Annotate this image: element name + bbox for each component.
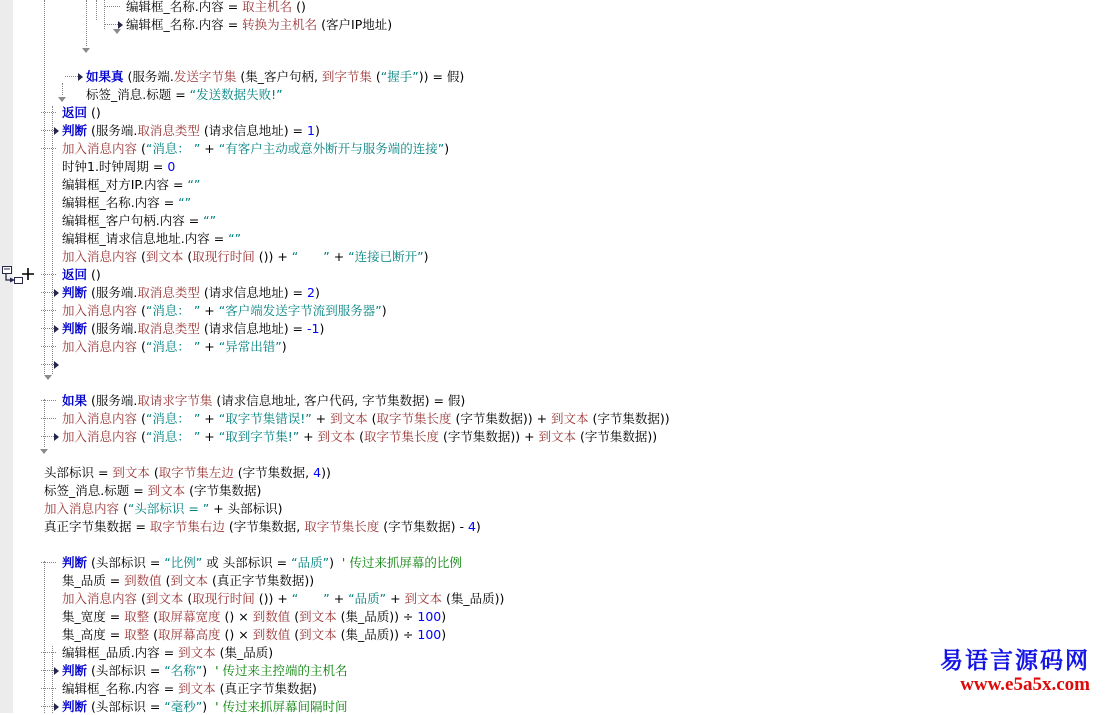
code-token: “” [228,231,242,246]
code-token: 取字节集长度 [376,411,452,426]
branch-connector [41,346,56,347]
code-line[interactable] [0,87,1114,103]
code-line[interactable] [0,555,1114,571]
code-token: “消息： ” [145,141,201,156]
code-token: + [329,249,349,264]
code-text [126,17,392,33]
code-token: “取字节集错误!” [218,411,312,426]
code-token: 返回 [62,267,88,282]
code-token: () × [220,627,253,642]
code-token: 到文本 [145,249,184,264]
code-token: 到文本 [299,627,337,642]
code-token: 如果真 [86,69,124,84]
code-token: (集_品质)) [442,591,505,606]
code-line[interactable] [0,303,1114,319]
code-line[interactable] [0,393,1114,409]
code-token: 到文本 [145,591,184,606]
code-token: 编辑框_客户句柄.内容 = [62,213,204,228]
code-token: 加入消息内容 [62,591,138,606]
branch-connector [41,688,56,689]
code-token: 取整 [124,609,150,624]
code-token: 到文本 [178,681,216,696]
code-token: 取消息类型 [137,321,200,336]
code-token: ( [183,591,193,606]
code-token: (字节集数据)) [588,411,670,426]
code-token: 编辑框_名称.内容 = [126,0,243,14]
code-text [62,285,320,301]
code-token: 到文本 [551,411,589,426]
code-line[interactable] [0,123,1114,139]
code-token: 返回 [62,105,88,120]
code-token: + [200,429,219,444]
code-token: (集_品质)) ÷ [336,609,418,624]
code-text [62,339,287,355]
code-text [62,177,200,193]
code-line[interactable] [0,429,1114,445]
code-token: 到文本 [147,483,186,498]
code-line[interactable] [0,465,1114,481]
code-text [44,501,283,517]
code-token: “客户端发送字节流到服务器” [218,303,382,318]
code-token: 取现行时间 [192,591,255,606]
code-token: “头部标识 = ” [127,501,210,516]
code-text [62,195,191,211]
code-token: (真正字节集数据)) [208,573,315,588]
code-token: 判断 [62,555,88,570]
code-text [62,573,314,589]
code-token: (服务端. [123,69,174,84]
code-token: 加入消息内容 [44,501,120,516]
code-line[interactable] [0,0,1114,15]
code-text [62,159,175,175]
code-token: 取屏幕高度 [158,627,221,642]
code-token: () [292,0,306,14]
code-token: (请求信息地址) = [199,321,308,336]
code-token: -1 [307,321,320,336]
code-token: (集_品质) [215,645,274,660]
code-text [62,393,465,409]
code-line[interactable] [0,177,1114,193]
code-token: 到文本 [317,429,356,444]
code-token: (集_品质)) ÷ [336,627,418,642]
code-token: “ ” [291,249,330,264]
branch-triangle-icon [54,127,59,135]
code-token: 取现行时间 [192,249,255,264]
code-token: “比例” [164,555,203,570]
code-line[interactable] [0,357,1114,373]
code-line[interactable] [0,249,1114,265]
code-token: “” [178,195,192,210]
code-token: 取字节集右边 [149,519,225,534]
branch-connector [41,562,56,563]
code-token: ( [137,141,146,156]
code-token: ) [441,627,447,642]
code-token: 集_高度 = [62,627,125,642]
watermark-site-url: www.e5a5x.com [960,674,1090,695]
code-token: “发送数据失败!” [189,87,283,102]
code-token: 取消息类型 [137,123,200,138]
branch-connector [41,112,56,113]
code-token: “连接已断开” [348,249,424,264]
code-token: 到文本 [112,465,150,480]
code-text [62,681,317,697]
code-token: ( [119,501,128,516]
code-text [62,303,387,319]
code-token: ) [475,519,481,534]
code-text [62,555,462,571]
code-token: “消息： ” [145,429,201,444]
code-token: 编辑框_名称.内容 = [126,17,243,32]
code-line[interactable] [0,627,1114,643]
code-line[interactable] [0,519,1114,535]
code-token: 头部标识 = [44,465,113,480]
code-line[interactable] [0,141,1114,157]
code-token: 真正字节集数据 = [44,519,150,534]
code-text [62,411,670,427]
code-text [62,645,273,661]
branch-triangle-icon [54,433,59,441]
branch-triangle-icon [54,667,59,675]
code-token: (服务端. [87,285,138,300]
code-token: “毫秒” [164,699,203,714]
code-text [44,483,261,499]
code-token: “ ” [291,591,330,606]
code-token: + [200,141,219,156]
code-token: ) [202,663,216,678]
code-token: ()) + [254,591,292,606]
code-token: 取消息类型 [137,285,200,300]
code-token: 取字节集左边 [158,465,234,480]
code-token: + [200,339,219,354]
code-token: + [386,591,405,606]
branch-connector [41,274,56,275]
code-text [62,267,101,283]
code-token: “品质” [348,591,387,606]
code-token: (集_客户句柄, [236,69,322,84]
code-line[interactable] [0,339,1114,355]
code-token: ( [367,411,377,426]
branch-connector [41,652,56,653]
code-token: 100 [417,609,442,624]
code-token: (请求信息地址) = [199,123,308,138]
watermark-site-name: 易语言源码网 [940,648,1090,674]
code-text [126,0,306,15]
branch-triangle-icon [54,703,59,711]
code-token: ( [137,591,146,606]
code-token: “” [187,177,201,192]
branch-connector [41,400,56,401]
code-token: 加入消息内容 [62,303,138,318]
code-text [86,69,464,85]
code-token: 集_宽度 = [62,609,125,624]
code-token: 加入消息内容 [62,249,138,264]
code-token: 到文本 [170,573,209,588]
code-token: ) [314,285,320,300]
code-token: 取屏幕宽度 [158,609,221,624]
code-line[interactable] [0,591,1114,607]
code-token: “消息： ” [145,303,201,318]
code-token: (字节集数据) - [379,519,468,534]
branch-triangle-icon [118,21,123,29]
code-token: 判断 [62,123,88,138]
flow-end-arrow-icon [44,375,52,380]
code-token: 到数值 [124,573,162,588]
code-token: ) [329,555,342,570]
code-token: 取请求字节集 [137,393,213,408]
code-line[interactable] [0,159,1114,175]
code-token: ( [161,573,171,588]
code-token: )) [321,465,331,480]
code-line[interactable] [0,195,1114,211]
code-token: + [200,411,219,426]
code-token: 判断 [62,321,88,336]
code-token: () [87,267,101,282]
code-token: 到文本 [178,645,216,660]
code-token: () [87,105,101,120]
code-token: ( [290,609,300,624]
code-token: )) = 假) [418,69,465,84]
code-token: 加入消息内容 [62,141,138,156]
branch-triangle-icon [54,361,59,369]
code-line[interactable] [0,411,1114,427]
code-token: (字节集数据) [185,483,262,498]
code-token: 取整 [124,627,150,642]
code-token: (头部标识 = [87,555,165,570]
code-token: ) [281,339,287,354]
code-token: + [311,411,331,426]
branch-connector [41,148,56,149]
code-text [62,429,657,445]
code-text [44,465,331,481]
code-token: 或 头部标识 = [202,555,292,570]
code-token: 转换为主机名 [242,17,318,32]
code-token: 到数值 [252,627,291,642]
code-token: ( [137,249,146,264]
code-token: (头部标识 = [87,699,165,714]
code-text [62,249,429,265]
code-token: (请求信息地址) = [199,285,308,300]
branch-connector [41,418,56,419]
code-token: 判断 [62,699,88,714]
code-text [62,105,101,121]
code-token: (服务端. [87,123,138,138]
code-token: + 头部标识) [209,501,283,516]
code-line[interactable] [0,69,1114,85]
code-token: + [329,591,349,606]
code-text [62,231,241,247]
code-token: ) [444,141,450,156]
code-token: 加入消息内容 [62,339,138,354]
code-token: “消息： ” [145,339,201,354]
code-token: 加入消息内容 [62,411,138,426]
code-token: (服务端. [87,393,138,408]
code-line[interactable] [0,213,1114,229]
code-token: “异常出错” [218,339,282,354]
code-token: “消息： ” [145,411,201,426]
code-token: 1 [307,123,315,138]
code-token: ( [137,429,146,444]
code-token: (头部标识 = [87,663,165,678]
code-text [62,213,216,229]
code-token: (字节集数据, [224,519,305,534]
code-token: “” [203,213,217,228]
code-token: “取到字节集!” [218,429,300,444]
code-token: 判断 [62,285,88,300]
code-token: 到文本 [299,609,337,624]
code-text [62,627,446,643]
code-token: “品质” [291,555,330,570]
code-token: 4 [467,519,476,534]
code-token: (字节集数据)) [576,429,658,444]
code-token: ( [137,303,146,318]
code-token: 时钟1.时钟周期 = [62,159,168,174]
code-line[interactable] [0,267,1114,283]
code-token: ( [137,339,146,354]
code-text [62,591,504,607]
branch-triangle-icon [54,325,59,333]
code-token: 取字节集长度 [304,519,380,534]
code-token: (真正字节集数据) [215,681,317,696]
code-text [62,123,320,139]
code-token: ) [202,699,216,714]
code-token: 编辑框_请求信息地址.内容 = [62,231,229,246]
code-token: 到文本 [538,429,577,444]
branch-connector [105,6,120,7]
code-token: “名称” [164,663,203,678]
code-line[interactable] [0,231,1114,247]
code-token: 如果 [62,393,88,408]
code-token: ( [355,429,364,444]
code-token: (客户IP地址) [317,17,393,32]
code-token: (字节集数据)) + [439,429,539,444]
flow-end-arrow-icon [40,449,48,454]
code-line[interactable] [0,105,1114,121]
code-token: () × [220,609,253,624]
code-token: ( [149,609,159,624]
branch-triangle-icon [78,73,83,81]
code-token: ) [319,321,325,336]
code-token: 到文本 [404,591,443,606]
code-token: ()) + [254,249,292,264]
code-token: 发送字节集 [173,69,237,84]
code-token: ' 传过来抓屏幕间隔时间 [215,699,348,714]
code-text [44,519,481,535]
code-token: (请求信息地址, 客户代码, 字节集数据) = 假) [212,393,466,408]
code-token: (字节集数据, [233,465,314,480]
code-token: 编辑框_名称.内容 = [62,195,179,210]
code-text [86,87,283,103]
code-token: ) [314,123,320,138]
code-token: 取主机名 [242,0,293,14]
code-token: 100 [417,627,442,642]
code-token: “有客户主动或意外断开与服务端的连接” [218,141,445,156]
code-line[interactable] [0,609,1114,625]
code-line[interactable] [0,573,1114,589]
code-token: 编辑框_品质.内容 = [62,645,179,660]
code-token: ' 传过来抓屏幕的比例 [341,555,462,570]
code-token: ) [441,609,447,624]
code-token: 标签_消息.标题 = [86,87,190,102]
code-line[interactable] [0,501,1114,517]
code-token: 4 [313,465,322,480]
code-token: ) [381,303,387,318]
flow-end-arrow-icon [82,48,90,53]
code-line[interactable] [0,483,1114,499]
code-line[interactable] [0,285,1114,301]
code-token: 2 [307,285,315,300]
code-text [62,663,348,679]
code-token: + [200,303,219,318]
code-token: (字节集数据)) + [451,411,552,426]
code-token: ( [149,627,159,642]
code-token: ( [149,465,159,480]
code-token: 0 [167,159,176,174]
watermark [940,650,1090,694]
code-token: 集_品质 = [62,573,125,588]
branch-connector [41,310,56,311]
code-text [62,141,449,157]
code-token: 到数值 [252,609,291,624]
code-token: ( [290,627,300,642]
code-token: ) [423,249,429,264]
code-token: 加入消息内容 [62,429,138,444]
code-token: ' 传过来主控端的主机名 [215,663,348,678]
code-text [62,321,324,337]
code-token: ( [183,249,193,264]
code-line[interactable] [0,321,1114,337]
code-token: “握手” [380,69,419,84]
code-token: 到文本 [330,411,368,426]
code-token: ( [371,69,381,84]
code-token: 编辑框_名称.内容 = [62,681,179,696]
code-token: 编辑框_对方IP.内容 = [62,177,188,192]
code-token: + [299,429,318,444]
code-token: 取字节集长度 [364,429,440,444]
code-token: 到字节集 [321,69,372,84]
code-text [62,609,446,625]
code-line[interactable] [0,17,1114,33]
code-token: ( [137,411,146,426]
code-token: (服务端. [87,321,138,336]
code-token: 标签_消息.标题 = [44,483,148,498]
code-token: 判断 [62,663,88,678]
branch-triangle-icon [54,289,59,297]
